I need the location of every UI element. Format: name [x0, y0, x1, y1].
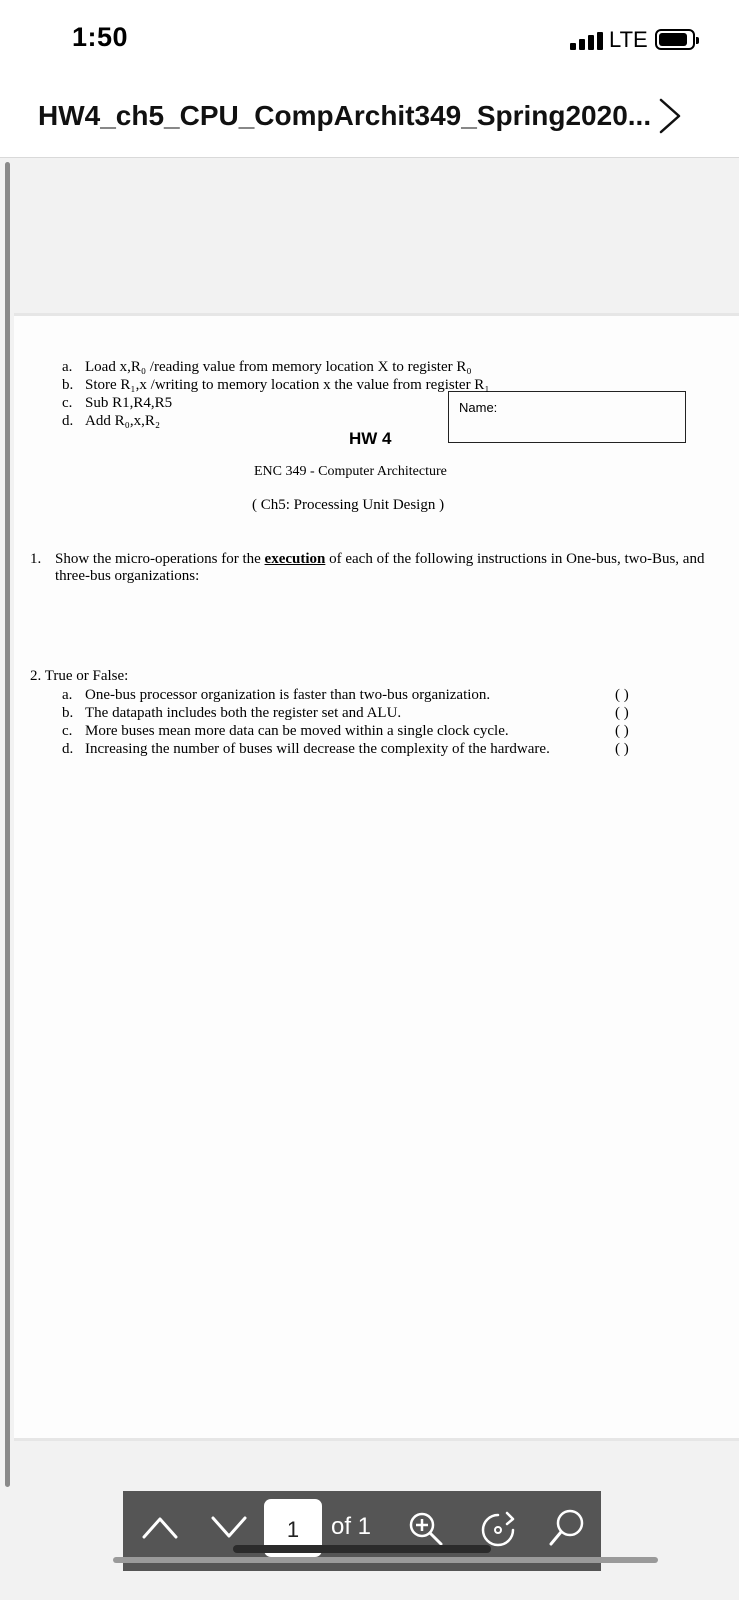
page-number-input[interactable]: 1 — [264, 1499, 322, 1557]
page-count-label: of 1 — [331, 1513, 372, 1540]
network-type: LTE — [609, 27, 648, 52]
list-item: c. More buses mean more data can be moved within a single clock cycle. ( ) — [62, 723, 629, 739]
hw-title: HW 4 — [349, 429, 392, 448]
chevron-up-icon[interactable] — [141, 1513, 179, 1541]
answer-blank: ( ) — [615, 687, 629, 703]
document-page[interactable] — [14, 316, 739, 1438]
document-title-bar — [0, 82, 739, 158]
zoom-in-icon[interactable] — [406, 1509, 446, 1549]
list-item: a. Load x,R₀ /reading value from memory location X to register R₀ — [62, 359, 472, 375]
list-item: a. One-bus processor organization is faster than two-bus organization. ( ) — [62, 687, 629, 703]
answer-blank: ( ) — [615, 705, 629, 721]
chevron-right-icon[interactable] — [655, 96, 685, 136]
chapter-title: ( Ch5: Processing Unit Design ) — [252, 497, 445, 513]
question-2-title: 2. True or False: — [30, 668, 129, 684]
course-title: ENC 349 - Computer Architecture — [254, 464, 447, 479]
question-1-items — [62, 358, 490, 430]
emphasis-text: execution — [264, 551, 326, 567]
search-icon[interactable] — [547, 1507, 587, 1549]
question-1 — [30, 551, 710, 585]
question-number: 1. — [30, 551, 42, 567]
vertical-scrollbar[interactable] — [5, 162, 10, 1487]
list-item: d. Add R₀,x,R₂ — [62, 413, 161, 429]
answer-blank: ( ) — [615, 723, 629, 739]
horizontal-scrollbar[interactable] — [113, 1557, 658, 1563]
list-item: b. Store R₁,x /writing to memory location x the value from register R₁ — [62, 377, 490, 393]
document-title[interactable]: HW4_ch5_CPU_CompArchit349_Spring2020... — [38, 100, 652, 131]
home-indicator[interactable] — [233, 1545, 491, 1553]
list-item: d. Increasing the number of buses will decrease the complexity of the hardware. ( ) — [62, 741, 629, 757]
battery-icon — [655, 29, 695, 50]
list-item: b. The datapath includes both the register set and ALU. ( ) — [62, 705, 629, 721]
name-label: Name: — [459, 400, 498, 415]
chevron-down-icon[interactable] — [210, 1513, 248, 1541]
list-item: c. Sub R1,R4,R5 — [62, 395, 173, 411]
question-text: Show the micro-operations for the execution of each of the following instructions in One-bus, two-Bus, and three-bus organizations: — [55, 551, 705, 584]
status-time: 1:50 — [72, 22, 129, 52]
question-2-items — [62, 686, 682, 758]
signal-strength-icon — [570, 32, 604, 50]
answer-blank: ( ) — [615, 741, 629, 757]
status-bar — [0, 0, 739, 82]
